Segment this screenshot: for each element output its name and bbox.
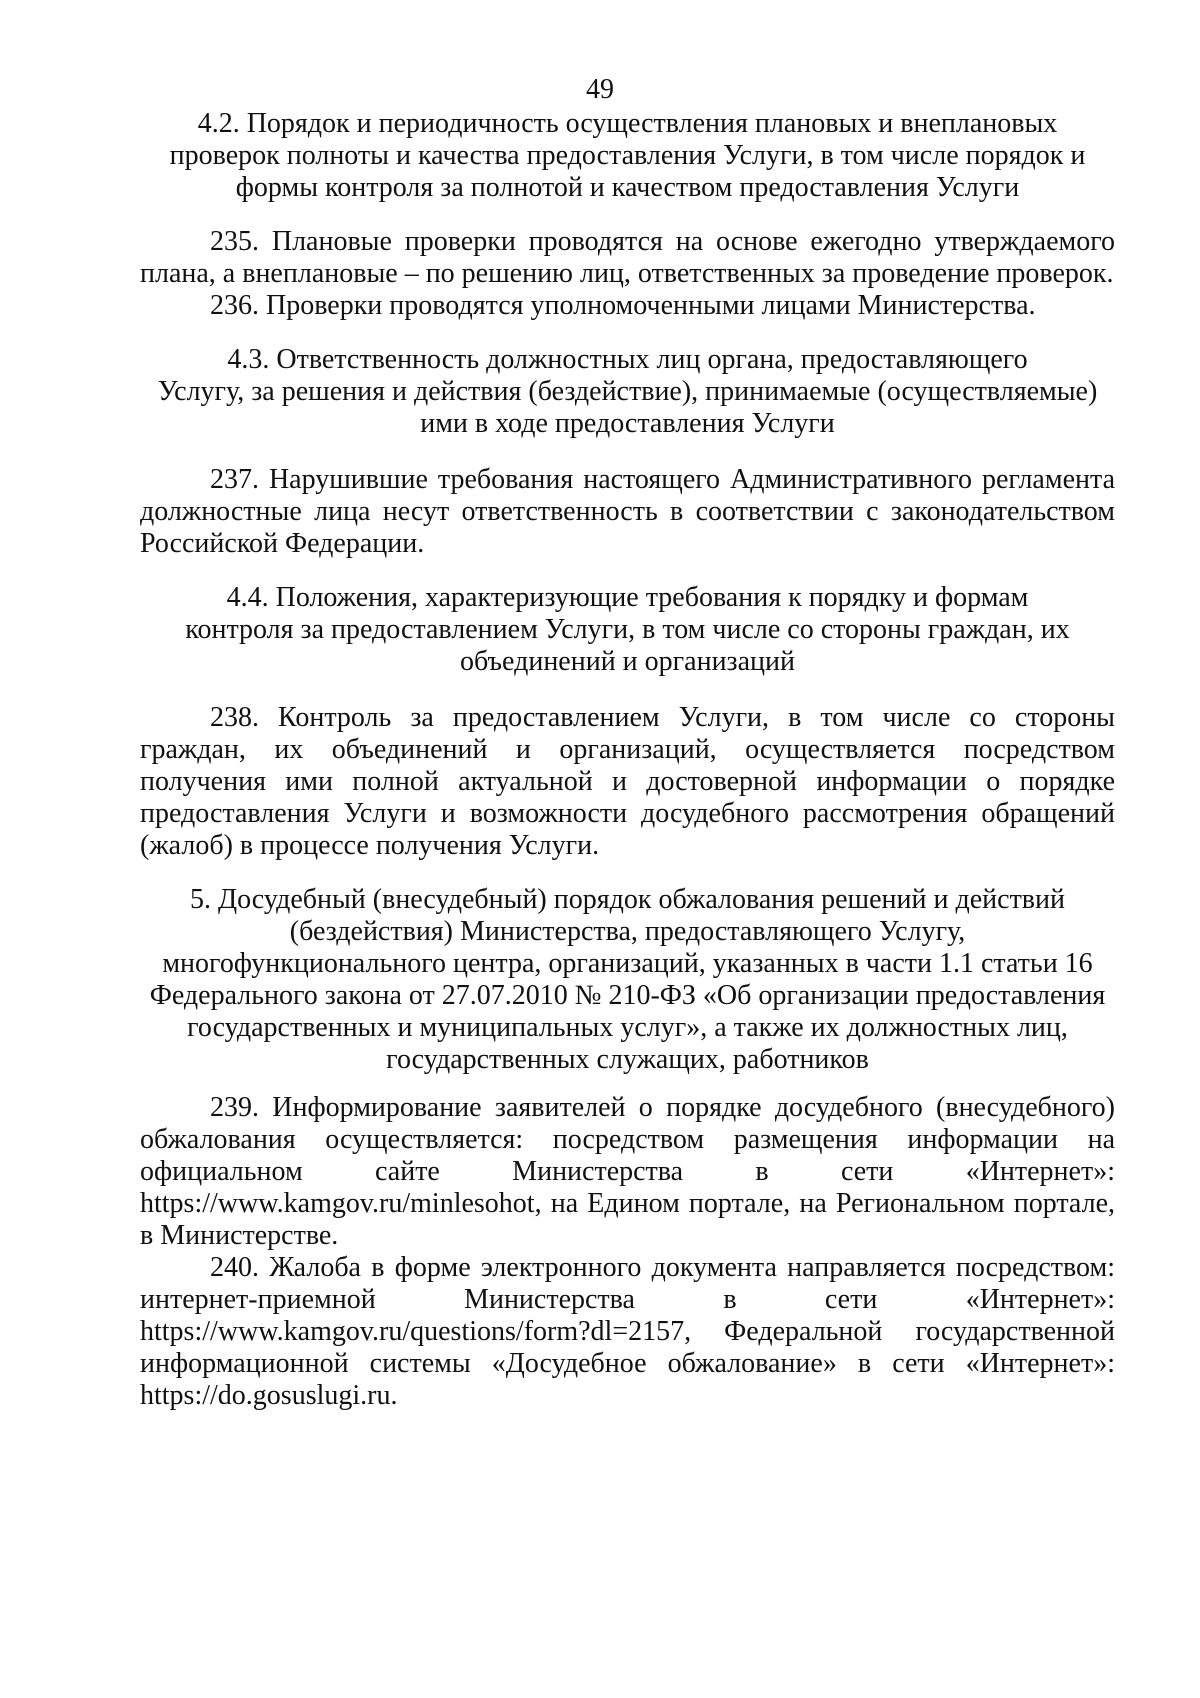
heading-line: многофункционального центра, организаций, указанных в части 1.1 статьи 16 xyxy=(162,948,1093,979)
paragraph-237: 237. Нарушившие требования настоящего Административного регламента должностные лица несут ответственность в соответствии с законодательством Российской Федерации. xyxy=(140,464,1115,559)
heading-line: (бездействия) Министерства, предоставляющего Услугу, xyxy=(289,916,966,947)
paragraph-238-block xyxy=(140,702,1115,862)
heading-line: Услугу, за решения и действия (бездействие), принимаемые (осуществляемые) xyxy=(157,376,1098,407)
paragraph-236: 236. Проверки проводятся уполномоченными лицами Министерства. xyxy=(210,290,1036,321)
heading-line: государственных и муниципальных услуг», а также их должностных лиц, xyxy=(187,1012,1068,1043)
heading-line: 4.4. Положения, характеризующие требования к порядку и формам xyxy=(226,582,1029,613)
heading-line: 4.3. Ответственность должностных лиц органа, предоставляющего xyxy=(227,344,1028,375)
section-4-4-heading xyxy=(140,582,1115,678)
paragraph-239-block xyxy=(140,1092,1115,1412)
paragraph-235: 235. Плановые проверки проводятся на основе ежегодно утверждаемого плана, а внеплановые – по решению лиц, ответственных за проведение проверок. xyxy=(140,226,1115,289)
heading-line: объединений и организаций xyxy=(460,646,795,677)
heading-line: проверок полноты и качества предоставления Услуги, в том числе порядок и xyxy=(169,140,1086,171)
heading-line: ими в ходе предоставления Услуги xyxy=(420,408,835,439)
section-5-heading xyxy=(140,884,1115,1076)
paragraph-239: 239. Информирование заявителей о порядке досудебного (внесудебного) обжалования осуществляется: посредством размещения информации на официальном сайте Министерства в сети «Интернет»: https://www.kamgov.ru/minlesohot, на Едином портале, на Региональном портале, в Министерстве. xyxy=(140,1092,1115,1251)
heading-line: государственных служащих, работников xyxy=(386,1044,869,1075)
page-number: 49 xyxy=(586,74,614,105)
heading-line: 5. Досудебный (внесудебный) порядок обжалования решений и действий xyxy=(189,884,1065,915)
heading-line: 4.2. Порядок и периодичность осуществления плановых и внеплановых xyxy=(197,108,1058,139)
heading-line: Федерального закона от 27.07.2010 № 210-ФЗ «Об организации предоставления xyxy=(149,980,1106,1011)
heading-line: формы контроля за полнотой и качеством предоставления Услуги xyxy=(235,172,1020,203)
paragraph-240: 240. Жалоба в форме электронного документа направляется посредством: интернет-приемной Министерства в сети «Интернет»: https://www.kamgov.ru/questions/form?dl=2157, Федеральной государственной информационной системы «Досудебное обжалование» в сети «Интернет»: https://do.gosuslugi.ru. xyxy=(140,1252,1115,1411)
paragraph-235-block xyxy=(140,226,1115,322)
heading-line: контроля за предоставлением Услуги, в том числе со стороны граждан, их xyxy=(185,614,1070,645)
paragraph-237-block xyxy=(140,464,1115,560)
section-4-2-heading xyxy=(140,108,1115,204)
section-4-3-heading xyxy=(140,344,1115,440)
paragraph-238: 238. Контроль за предоставлением Услуги, в том числе со стороны граждан, их объединений и организаций, осуществляется посредством получения ими полной актуальной и достоверной информации о порядке предоставления Услуги и возможности досудебного рассмотрения обращений (жалоб) в процессе получения Услуги. xyxy=(140,702,1115,861)
